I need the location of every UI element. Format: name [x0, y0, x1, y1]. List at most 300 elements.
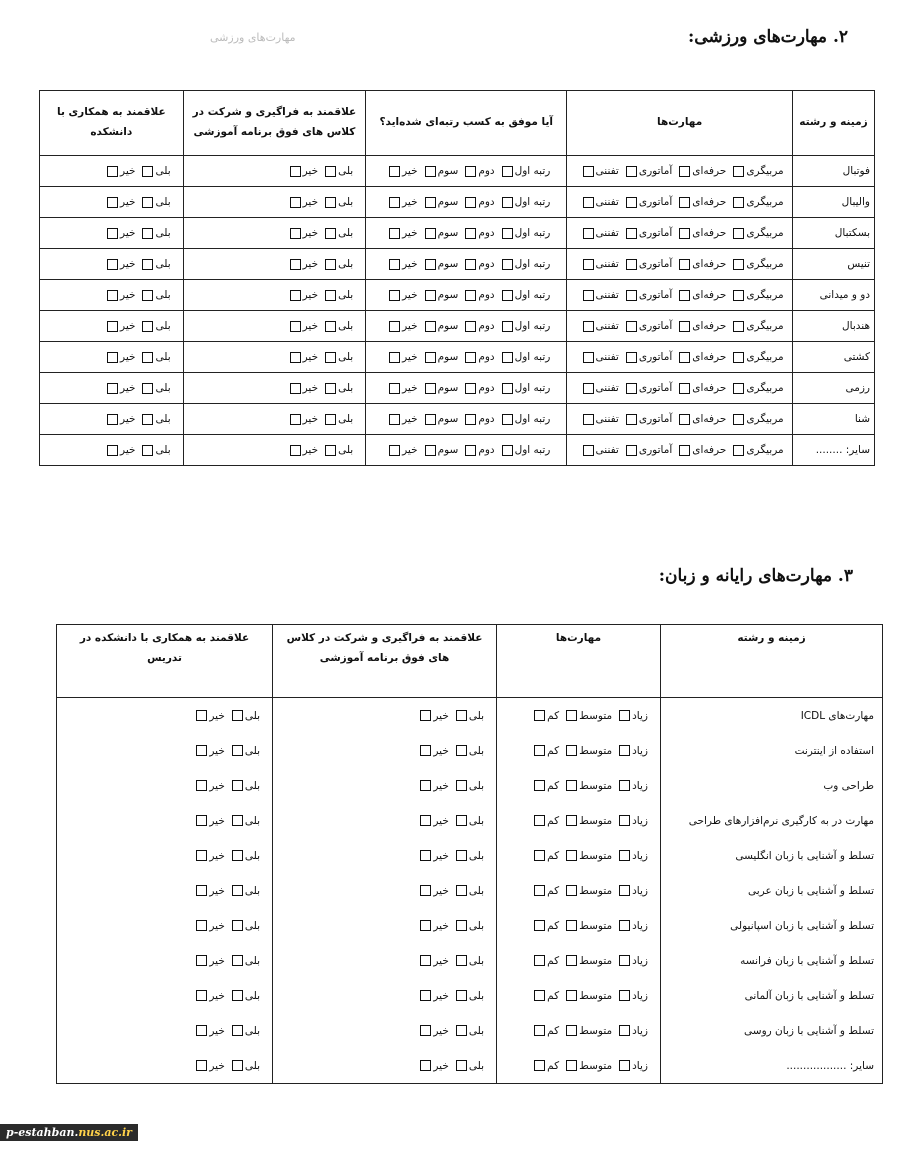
skill-option[interactable]: [677, 413, 726, 425]
checkbox[interactable]: [733, 445, 744, 456]
checkbox[interactable]: [679, 228, 690, 239]
checkbox[interactable]: [626, 414, 637, 425]
checkbox[interactable]: [456, 955, 467, 966]
yesno-option[interactable]: [230, 990, 260, 1002]
rank-option[interactable]: [500, 289, 551, 301]
checkbox[interactable]: [290, 414, 301, 425]
checkbox[interactable]: [679, 197, 690, 208]
rank-option[interactable]: [463, 227, 494, 239]
skill-option[interactable]: [731, 351, 783, 363]
level-option[interactable]: [564, 745, 612, 757]
checkbox[interactable]: [583, 290, 594, 301]
checkbox[interactable]: [425, 290, 436, 301]
checkbox[interactable]: [425, 259, 436, 270]
checkbox[interactable]: [465, 166, 476, 177]
rank-option[interactable]: [463, 413, 494, 425]
checkbox[interactable]: [502, 321, 513, 332]
yesno-option[interactable]: [454, 780, 484, 792]
level-option[interactable]: [532, 1025, 559, 1037]
checkbox[interactable]: [389, 414, 400, 425]
level-option[interactable]: [564, 850, 612, 862]
checkbox[interactable]: [619, 745, 630, 756]
level-option[interactable]: [532, 955, 559, 967]
checkbox[interactable]: [107, 259, 118, 270]
yesno-option[interactable]: [194, 990, 224, 1002]
rank-option[interactable]: [423, 444, 459, 456]
skill-option[interactable]: [731, 444, 783, 456]
checkbox[interactable]: [566, 1025, 577, 1036]
level-option[interactable]: [617, 955, 648, 967]
rank-option[interactable]: [500, 227, 551, 239]
checkbox[interactable]: [583, 166, 594, 177]
checkbox[interactable]: [679, 166, 690, 177]
yesno-option[interactable]: [323, 351, 353, 363]
level-option[interactable]: [564, 955, 612, 967]
checkbox[interactable]: [679, 445, 690, 456]
checkbox[interactable]: [619, 1025, 630, 1036]
level-option[interactable]: [617, 885, 648, 897]
checkbox[interactable]: [456, 885, 467, 896]
yesno-option[interactable]: [454, 920, 484, 932]
checkbox[interactable]: [566, 920, 577, 931]
checkbox[interactable]: [325, 166, 336, 177]
checkbox[interactable]: [232, 710, 243, 721]
yesno-option[interactable]: [418, 710, 448, 722]
checkbox[interactable]: [425, 414, 436, 425]
skill-option[interactable]: [731, 289, 783, 301]
level-option[interactable]: [564, 815, 612, 827]
checkbox[interactable]: [566, 850, 577, 861]
rank-option[interactable]: [500, 165, 551, 177]
checkbox[interactable]: [196, 955, 207, 966]
rank-option[interactable]: [387, 258, 417, 270]
rank-option[interactable]: [500, 382, 551, 394]
yesno-option[interactable]: [454, 990, 484, 1002]
checkbox[interactable]: [420, 745, 431, 756]
yesno-option[interactable]: [418, 1060, 448, 1072]
yesno-option[interactable]: [418, 850, 448, 862]
checkbox[interactable]: [325, 321, 336, 332]
yesno-option[interactable]: [230, 850, 260, 862]
checkbox[interactable]: [389, 352, 400, 363]
checkbox[interactable]: [583, 414, 594, 425]
checkbox[interactable]: [290, 290, 301, 301]
checkbox[interactable]: [425, 445, 436, 456]
yesno-option[interactable]: [288, 320, 318, 332]
checkbox[interactable]: [626, 166, 637, 177]
checkbox[interactable]: [583, 259, 594, 270]
level-option[interactable]: [532, 885, 559, 897]
checkbox[interactable]: [389, 445, 400, 456]
level-option[interactable]: [564, 780, 612, 792]
skill-option[interactable]: [677, 165, 726, 177]
yesno-option[interactable]: [230, 955, 260, 967]
skill-option[interactable]: [677, 320, 726, 332]
rank-option[interactable]: [423, 196, 459, 208]
yesno-option[interactable]: [105, 196, 135, 208]
yesno-option[interactable]: [454, 710, 484, 722]
checkbox[interactable]: [325, 197, 336, 208]
yesno-option[interactable]: [288, 444, 318, 456]
yesno-option[interactable]: [105, 351, 135, 363]
skill-option[interactable]: [581, 258, 619, 270]
checkbox[interactable]: [107, 414, 118, 425]
skill-option[interactable]: [677, 258, 726, 270]
checkbox[interactable]: [583, 321, 594, 332]
level-option[interactable]: [532, 990, 559, 1002]
checkbox[interactable]: [142, 290, 153, 301]
checkbox[interactable]: [290, 352, 301, 363]
checkbox[interactable]: [456, 1025, 467, 1036]
checkbox[interactable]: [456, 1060, 467, 1071]
yesno-option[interactable]: [105, 289, 135, 301]
checkbox[interactable]: [232, 745, 243, 756]
checkbox[interactable]: [626, 445, 637, 456]
checkbox[interactable]: [456, 710, 467, 721]
checkbox[interactable]: [566, 745, 577, 756]
checkbox[interactable]: [232, 815, 243, 826]
level-option[interactable]: [617, 850, 648, 862]
yesno-option[interactable]: [288, 382, 318, 394]
checkbox[interactable]: [534, 815, 545, 826]
checkbox[interactable]: [142, 259, 153, 270]
checkbox[interactable]: [142, 383, 153, 394]
checkbox[interactable]: [566, 710, 577, 721]
yesno-option[interactable]: [194, 920, 224, 932]
checkbox[interactable]: [142, 321, 153, 332]
yesno-option[interactable]: [454, 955, 484, 967]
checkbox[interactable]: [679, 352, 690, 363]
skill-option[interactable]: [624, 289, 672, 301]
rank-option[interactable]: [387, 444, 417, 456]
checkbox[interactable]: [619, 850, 630, 861]
yesno-option[interactable]: [230, 710, 260, 722]
rank-option[interactable]: [387, 382, 417, 394]
checkbox[interactable]: [566, 955, 577, 966]
checkbox[interactable]: [142, 414, 153, 425]
yesno-option[interactable]: [140, 289, 170, 301]
skill-option[interactable]: [731, 227, 783, 239]
level-option[interactable]: [617, 710, 648, 722]
checkbox[interactable]: [619, 920, 630, 931]
yesno-option[interactable]: [230, 1060, 260, 1072]
yesno-option[interactable]: [418, 815, 448, 827]
checkbox[interactable]: [534, 885, 545, 896]
checkbox[interactable]: [679, 259, 690, 270]
yesno-option[interactable]: [288, 196, 318, 208]
yesno-option[interactable]: [230, 885, 260, 897]
yesno-option[interactable]: [323, 165, 353, 177]
checkbox[interactable]: [626, 290, 637, 301]
yesno-option[interactable]: [105, 258, 135, 270]
checkbox[interactable]: [626, 228, 637, 239]
level-option[interactable]: [532, 780, 559, 792]
skill-option[interactable]: [731, 196, 783, 208]
yesno-option[interactable]: [288, 165, 318, 177]
skill-option[interactable]: [581, 227, 619, 239]
checkbox[interactable]: [142, 352, 153, 363]
checkbox[interactable]: [196, 1060, 207, 1071]
checkbox[interactable]: [619, 990, 630, 1001]
checkbox[interactable]: [502, 197, 513, 208]
checkbox[interactable]: [502, 383, 513, 394]
checkbox[interactable]: [196, 815, 207, 826]
checkbox[interactable]: [502, 228, 513, 239]
yesno-option[interactable]: [105, 444, 135, 456]
checkbox[interactable]: [420, 850, 431, 861]
skill-option[interactable]: [677, 227, 726, 239]
yesno-option[interactable]: [323, 196, 353, 208]
yesno-option[interactable]: [105, 382, 135, 394]
checkbox[interactable]: [389, 383, 400, 394]
checkbox[interactable]: [566, 1060, 577, 1071]
checkbox[interactable]: [534, 990, 545, 1001]
checkbox[interactable]: [619, 815, 630, 826]
yesno-option[interactable]: [323, 227, 353, 239]
checkbox[interactable]: [232, 920, 243, 931]
skill-option[interactable]: [731, 382, 783, 394]
rank-option[interactable]: [463, 382, 494, 394]
rank-option[interactable]: [463, 165, 494, 177]
checkbox[interactable]: [456, 780, 467, 791]
checkbox[interactable]: [456, 815, 467, 826]
skill-option[interactable]: [731, 165, 783, 177]
checkbox[interactable]: [290, 228, 301, 239]
yesno-option[interactable]: [323, 413, 353, 425]
skill-option[interactable]: [677, 289, 726, 301]
level-option[interactable]: [564, 920, 612, 932]
checkbox[interactable]: [420, 955, 431, 966]
checkbox[interactable]: [107, 445, 118, 456]
rank-option[interactable]: [463, 196, 494, 208]
checkbox[interactable]: [502, 352, 513, 363]
yesno-option[interactable]: [140, 351, 170, 363]
checkbox[interactable]: [325, 352, 336, 363]
checkbox[interactable]: [290, 445, 301, 456]
checkbox[interactable]: [566, 780, 577, 791]
skill-option[interactable]: [677, 196, 726, 208]
checkbox[interactable]: [196, 780, 207, 791]
checkbox[interactable]: [232, 885, 243, 896]
yesno-option[interactable]: [454, 745, 484, 757]
yesno-option[interactable]: [454, 1060, 484, 1072]
yesno-option[interactable]: [454, 815, 484, 827]
checkbox[interactable]: [733, 383, 744, 394]
rank-option[interactable]: [463, 289, 494, 301]
yesno-option[interactable]: [454, 850, 484, 862]
checkbox[interactable]: [290, 166, 301, 177]
checkbox[interactable]: [733, 414, 744, 425]
checkbox[interactable]: [679, 414, 690, 425]
skill-option[interactable]: [624, 165, 672, 177]
rank-option[interactable]: [500, 444, 551, 456]
checkbox[interactable]: [196, 990, 207, 1001]
checkbox[interactable]: [232, 955, 243, 966]
skill-option[interactable]: [624, 227, 672, 239]
checkbox[interactable]: [534, 780, 545, 791]
level-option[interactable]: [617, 920, 648, 932]
checkbox[interactable]: [626, 259, 637, 270]
checkbox[interactable]: [733, 321, 744, 332]
checkbox[interactable]: [142, 228, 153, 239]
level-option[interactable]: [617, 1060, 648, 1072]
checkbox[interactable]: [290, 383, 301, 394]
checkbox[interactable]: [465, 197, 476, 208]
rank-option[interactable]: [500, 258, 551, 270]
skill-option[interactable]: [581, 351, 619, 363]
yesno-option[interactable]: [323, 382, 353, 394]
checkbox[interactable]: [420, 815, 431, 826]
yesno-option[interactable]: [454, 885, 484, 897]
checkbox[interactable]: [232, 780, 243, 791]
checkbox[interactable]: [465, 290, 476, 301]
yesno-option[interactable]: [288, 227, 318, 239]
yesno-option[interactable]: [140, 320, 170, 332]
level-option[interactable]: [532, 710, 559, 722]
level-option[interactable]: [564, 1060, 612, 1072]
level-option[interactable]: [617, 815, 648, 827]
checkbox[interactable]: [534, 745, 545, 756]
checkbox[interactable]: [566, 990, 577, 1001]
checkbox[interactable]: [566, 815, 577, 826]
checkbox[interactable]: [534, 710, 545, 721]
yesno-option[interactable]: [194, 1025, 224, 1037]
checkbox[interactable]: [534, 955, 545, 966]
yesno-option[interactable]: [418, 990, 448, 1002]
level-option[interactable]: [617, 780, 648, 792]
rank-option[interactable]: [423, 320, 459, 332]
skill-option[interactable]: [677, 382, 726, 394]
checkbox[interactable]: [626, 352, 637, 363]
skill-option[interactable]: [581, 320, 619, 332]
yesno-option[interactable]: [194, 850, 224, 862]
checkbox[interactable]: [142, 445, 153, 456]
checkbox[interactable]: [232, 990, 243, 1001]
checkbox[interactable]: [389, 259, 400, 270]
checkbox[interactable]: [107, 228, 118, 239]
checkbox[interactable]: [290, 259, 301, 270]
checkbox[interactable]: [456, 850, 467, 861]
skill-option[interactable]: [677, 351, 726, 363]
checkbox[interactable]: [626, 383, 637, 394]
yesno-option[interactable]: [194, 1060, 224, 1072]
checkbox[interactable]: [425, 352, 436, 363]
skill-option[interactable]: [731, 258, 783, 270]
checkbox[interactable]: [456, 990, 467, 1001]
yesno-option[interactable]: [194, 955, 224, 967]
checkbox[interactable]: [534, 1060, 545, 1071]
rank-option[interactable]: [463, 258, 494, 270]
checkbox[interactable]: [456, 920, 467, 931]
checkbox[interactable]: [733, 228, 744, 239]
yesno-option[interactable]: [140, 227, 170, 239]
checkbox[interactable]: [107, 321, 118, 332]
skill-option[interactable]: [581, 165, 619, 177]
checkbox[interactable]: [420, 990, 431, 1001]
skill-option[interactable]: [581, 289, 619, 301]
yesno-option[interactable]: [140, 196, 170, 208]
yesno-option[interactable]: [194, 885, 224, 897]
yesno-option[interactable]: [418, 920, 448, 932]
level-option[interactable]: [532, 815, 559, 827]
rank-option[interactable]: [387, 227, 417, 239]
checkbox[interactable]: [425, 166, 436, 177]
checkbox[interactable]: [142, 166, 153, 177]
yesno-option[interactable]: [140, 258, 170, 270]
checkbox[interactable]: [325, 290, 336, 301]
yesno-option[interactable]: [105, 227, 135, 239]
checkbox[interactable]: [619, 955, 630, 966]
checkbox[interactable]: [196, 885, 207, 896]
checkbox[interactable]: [679, 321, 690, 332]
level-option[interactable]: [617, 1025, 648, 1037]
yesno-option[interactable]: [418, 1025, 448, 1037]
checkbox[interactable]: [465, 259, 476, 270]
rank-option[interactable]: [387, 320, 417, 332]
checkbox[interactable]: [502, 290, 513, 301]
checkbox[interactable]: [583, 197, 594, 208]
checkbox[interactable]: [420, 920, 431, 931]
checkbox[interactable]: [583, 352, 594, 363]
checkbox[interactable]: [420, 1060, 431, 1071]
checkbox[interactable]: [232, 1060, 243, 1071]
checkbox[interactable]: [502, 414, 513, 425]
yesno-option[interactable]: [140, 382, 170, 394]
checkbox[interactable]: [325, 445, 336, 456]
checkbox[interactable]: [465, 445, 476, 456]
rank-option[interactable]: [387, 413, 417, 425]
yesno-option[interactable]: [194, 745, 224, 757]
checkbox[interactable]: [107, 290, 118, 301]
yesno-option[interactable]: [323, 444, 353, 456]
checkbox[interactable]: [626, 321, 637, 332]
checkbox[interactable]: [534, 1025, 545, 1036]
yesno-option[interactable]: [323, 320, 353, 332]
checkbox[interactable]: [232, 1025, 243, 1036]
checkbox[interactable]: [733, 352, 744, 363]
checkbox[interactable]: [733, 166, 744, 177]
checkbox[interactable]: [502, 166, 513, 177]
skill-option[interactable]: [581, 444, 619, 456]
rank-option[interactable]: [500, 196, 551, 208]
checkbox[interactable]: [733, 197, 744, 208]
skill-option[interactable]: [731, 320, 783, 332]
yesno-option[interactable]: [418, 780, 448, 792]
rank-option[interactable]: [387, 289, 417, 301]
yesno-option[interactable]: [140, 165, 170, 177]
checkbox[interactable]: [420, 1025, 431, 1036]
checkbox[interactable]: [502, 259, 513, 270]
checkbox[interactable]: [425, 321, 436, 332]
checkbox[interactable]: [389, 321, 400, 332]
checkbox[interactable]: [420, 780, 431, 791]
rank-option[interactable]: [423, 382, 459, 394]
yesno-option[interactable]: [194, 780, 224, 792]
skill-option[interactable]: [581, 382, 619, 394]
checkbox[interactable]: [425, 383, 436, 394]
yesno-option[interactable]: [288, 413, 318, 425]
yesno-option[interactable]: [418, 745, 448, 757]
checkbox[interactable]: [465, 352, 476, 363]
checkbox[interactable]: [502, 445, 513, 456]
rank-option[interactable]: [387, 351, 417, 363]
rank-option[interactable]: [423, 413, 459, 425]
skill-option[interactable]: [731, 413, 783, 425]
rank-option[interactable]: [387, 196, 417, 208]
yesno-option[interactable]: [288, 289, 318, 301]
checkbox[interactable]: [619, 1060, 630, 1071]
checkbox[interactable]: [566, 885, 577, 896]
